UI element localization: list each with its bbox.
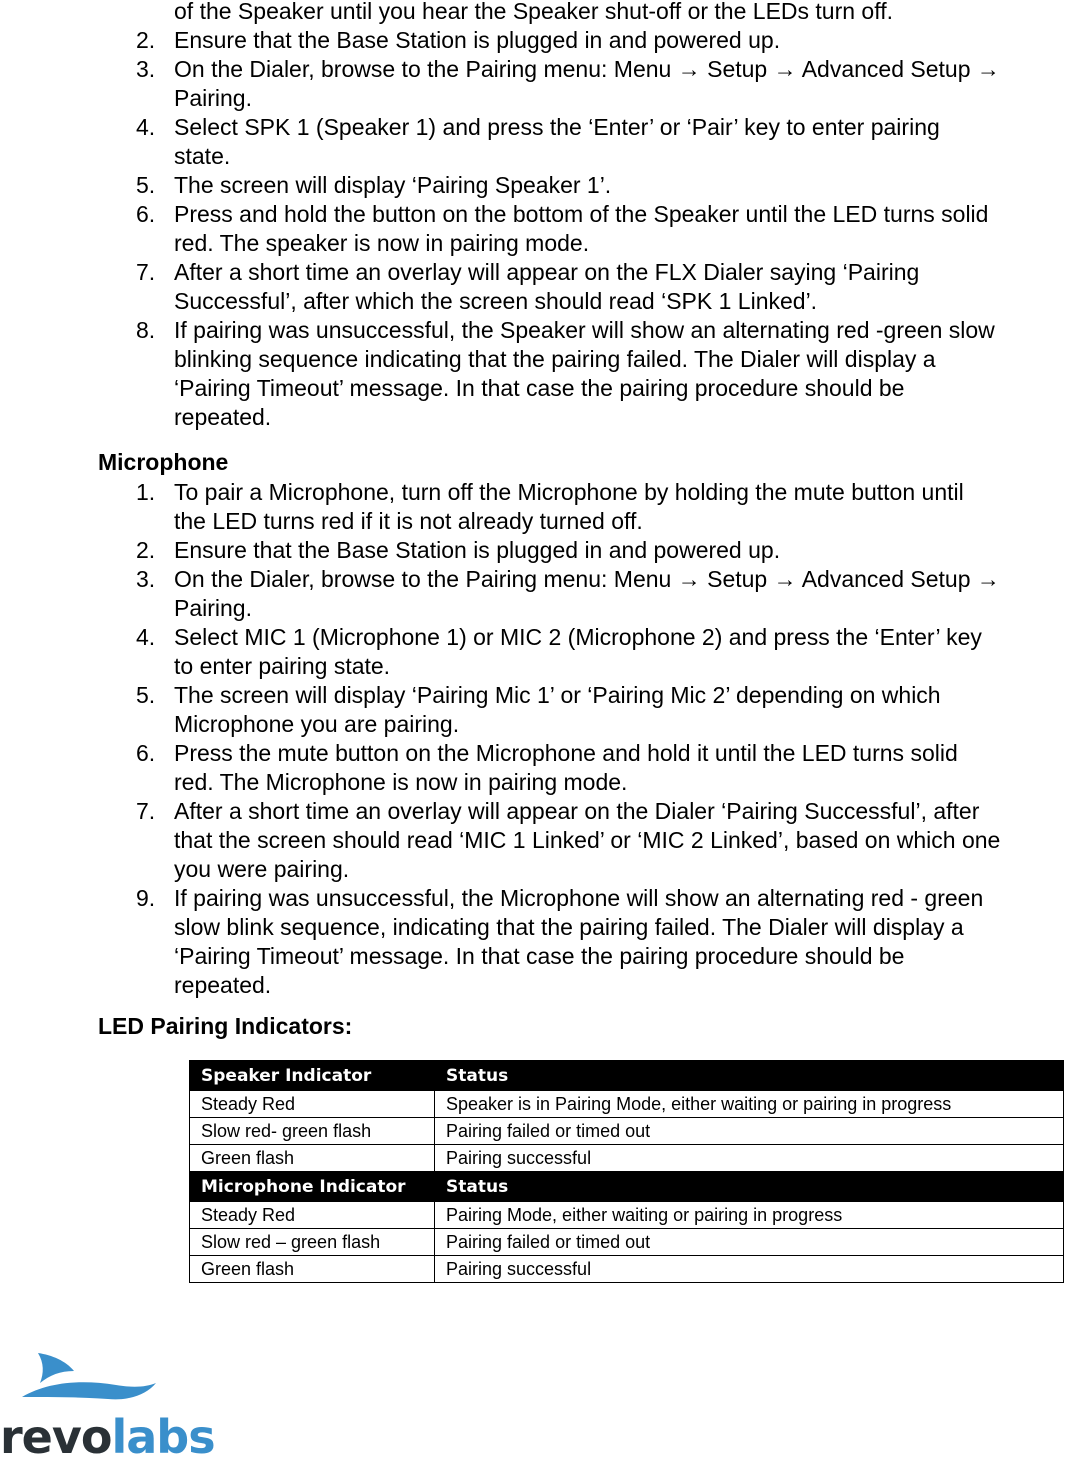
status-cell: Speaker is in Pairing Mode, either waiting or pairing in progress (435, 1091, 1064, 1118)
list-item-number: 4. (136, 624, 156, 650)
list-item-number: 3. (136, 56, 156, 82)
list-item-text: After a short time an overlay will appear on the FLX Dialer saying ‘Pairing (174, 259, 920, 285)
list-item-number: 2. (136, 27, 156, 53)
indicator-cell: Steady Red (190, 1202, 435, 1229)
indicator-cell: Slow red- green flash (190, 1118, 435, 1145)
list-item-text: blinking sequence indicating that the pairing failed. The Dialer will display a (174, 346, 936, 372)
indicator-cell: Green flash (190, 1145, 435, 1172)
status-cell: Pairing successful (435, 1256, 1064, 1283)
table-header-row (190, 1061, 1064, 1091)
list-item-number: 7. (136, 798, 156, 824)
status-cell: Pairing Mode, either waiting or pairing in progress (435, 1202, 1064, 1229)
indicator-cell: Microphone Indicator (190, 1172, 435, 1202)
list-item-text: you were pairing. (174, 856, 350, 882)
indicator-cell: Steady Red (190, 1091, 435, 1118)
microphone-heading: Microphone (98, 449, 229, 475)
list-item-number: 9. (136, 885, 156, 911)
table-row (190, 1118, 1064, 1145)
table-row (190, 1145, 1064, 1172)
list-item-number: 2. (136, 537, 156, 563)
list-item-text: Select SPK 1 (Speaker 1) and press the ‘Enter’ or ‘Pair’ key to enter pairing (174, 114, 940, 140)
list-item-number: 6. (136, 201, 156, 227)
indicator-cell: Speaker Indicator (190, 1061, 435, 1091)
status-cell: Pairing failed or timed out (435, 1229, 1064, 1256)
list-item-text: Pairing. (174, 595, 252, 621)
indicator-cell: Green flash (190, 1256, 435, 1283)
table-row (190, 1256, 1064, 1283)
list-item-number: 5. (136, 172, 156, 198)
list-item-text: the LED turns red if it is not already turned off. (174, 508, 643, 534)
logo-text-labs: labs (111, 1410, 215, 1464)
list-item-number: 8. (136, 317, 156, 343)
logo-text-revo: revo (0, 1410, 112, 1464)
list-item-text: state. (174, 143, 231, 169)
list-item-text: Press and hold the button on the bottom of the Speaker until the LED turns solid (174, 201, 989, 227)
revolabs-logo (0, 1410, 215, 1464)
list-item-number: 1. (136, 479, 156, 505)
list-item-number: 4. (136, 114, 156, 140)
list-item-text: Select MIC 1 (Microphone 1) or MIC 2 (Microphone 2) and press the ‘Enter’ key (174, 624, 982, 650)
status-cell: Status (435, 1172, 1064, 1202)
list-item-text: Pairing. (174, 85, 252, 111)
list-item-text: After a short time an overlay will appear on the Dialer ‘Pairing Successful’, after (174, 798, 980, 824)
list-item-text: Microphone you are pairing. (174, 711, 460, 737)
list-item-text: red. The Microphone is now in pairing mode. (174, 769, 628, 795)
list-item-text: Press the mute button on the Microphone and hold it until the LED turns solid (174, 740, 958, 766)
list-item-text: to enter pairing state. (174, 653, 391, 679)
list-item-text: red. The speaker is now in pairing mode. (174, 230, 590, 256)
list-item-text: ‘Pairing Timeout’ message. In that case the pairing procedure should be (174, 943, 905, 969)
status-cell: Pairing successful (435, 1145, 1064, 1172)
list-item-text: If pairing was unsuccessful, the Microphone will show an alternating red - green (174, 885, 984, 911)
table-row (190, 1091, 1064, 1118)
list-item-number: 5. (136, 682, 156, 708)
list-item-text: repeated. (174, 972, 272, 998)
status-cell: Pairing failed or timed out (435, 1118, 1064, 1145)
list-item-number: 7. (136, 259, 156, 285)
list-item-text: On the Dialer, browse to the Pairing menu: Menu → Setup → Advanced Setup → (174, 566, 1000, 592)
list-item-text: Ensure that the Base Station is plugged in and powered up. (174, 537, 781, 563)
list-item-text: repeated. (174, 404, 272, 430)
table-row (190, 1202, 1064, 1229)
list-item-text: To pair a Microphone, turn off the Microphone by holding the mute button until (174, 479, 964, 505)
indicator-cell: Slow red – green flash (190, 1229, 435, 1256)
list-item-text: The screen will display ‘Pairing Speaker 1’. (174, 172, 612, 198)
list-item-text: Ensure that the Base Station is plugged in and powered up. (174, 27, 781, 53)
list-item-number: 6. (136, 740, 156, 766)
led-indicator-table (189, 1060, 1064, 1283)
list-item-number: 3. (136, 566, 156, 592)
list-item-text: The screen will display ‘Pairing Mic 1’ or ‘Pairing Mic 2’ depending on which (174, 682, 941, 708)
list-item-text: Successful’, after which the screen should read ‘SPK 1 Linked’. (174, 288, 818, 314)
list-item-text: slow blink sequence, indicating that the pairing failed. The Dialer will display a (174, 914, 964, 940)
table-row (190, 1229, 1064, 1256)
list-item-text: ‘Pairing Timeout’ message. In that case the pairing procedure should be (174, 375, 905, 401)
list-item-text: that the screen should read ‘MIC 1 Linked’ or ‘MIC 2 Linked’, based on which one (174, 827, 1001, 853)
list-item-text: If pairing was unsuccessful, the Speaker will show an alternating red -green slow (174, 317, 995, 343)
list-item-text: On the Dialer, browse to the Pairing menu: Menu → Setup → Advanced Setup → (174, 56, 1000, 82)
list-item-text: of the Speaker until you hear the Speaker shut-off or the LEDs turn off. (174, 0, 893, 24)
table-header-row (190, 1172, 1064, 1202)
led-heading: LED Pairing Indicators: (98, 1013, 353, 1039)
status-cell: Status (435, 1061, 1064, 1091)
